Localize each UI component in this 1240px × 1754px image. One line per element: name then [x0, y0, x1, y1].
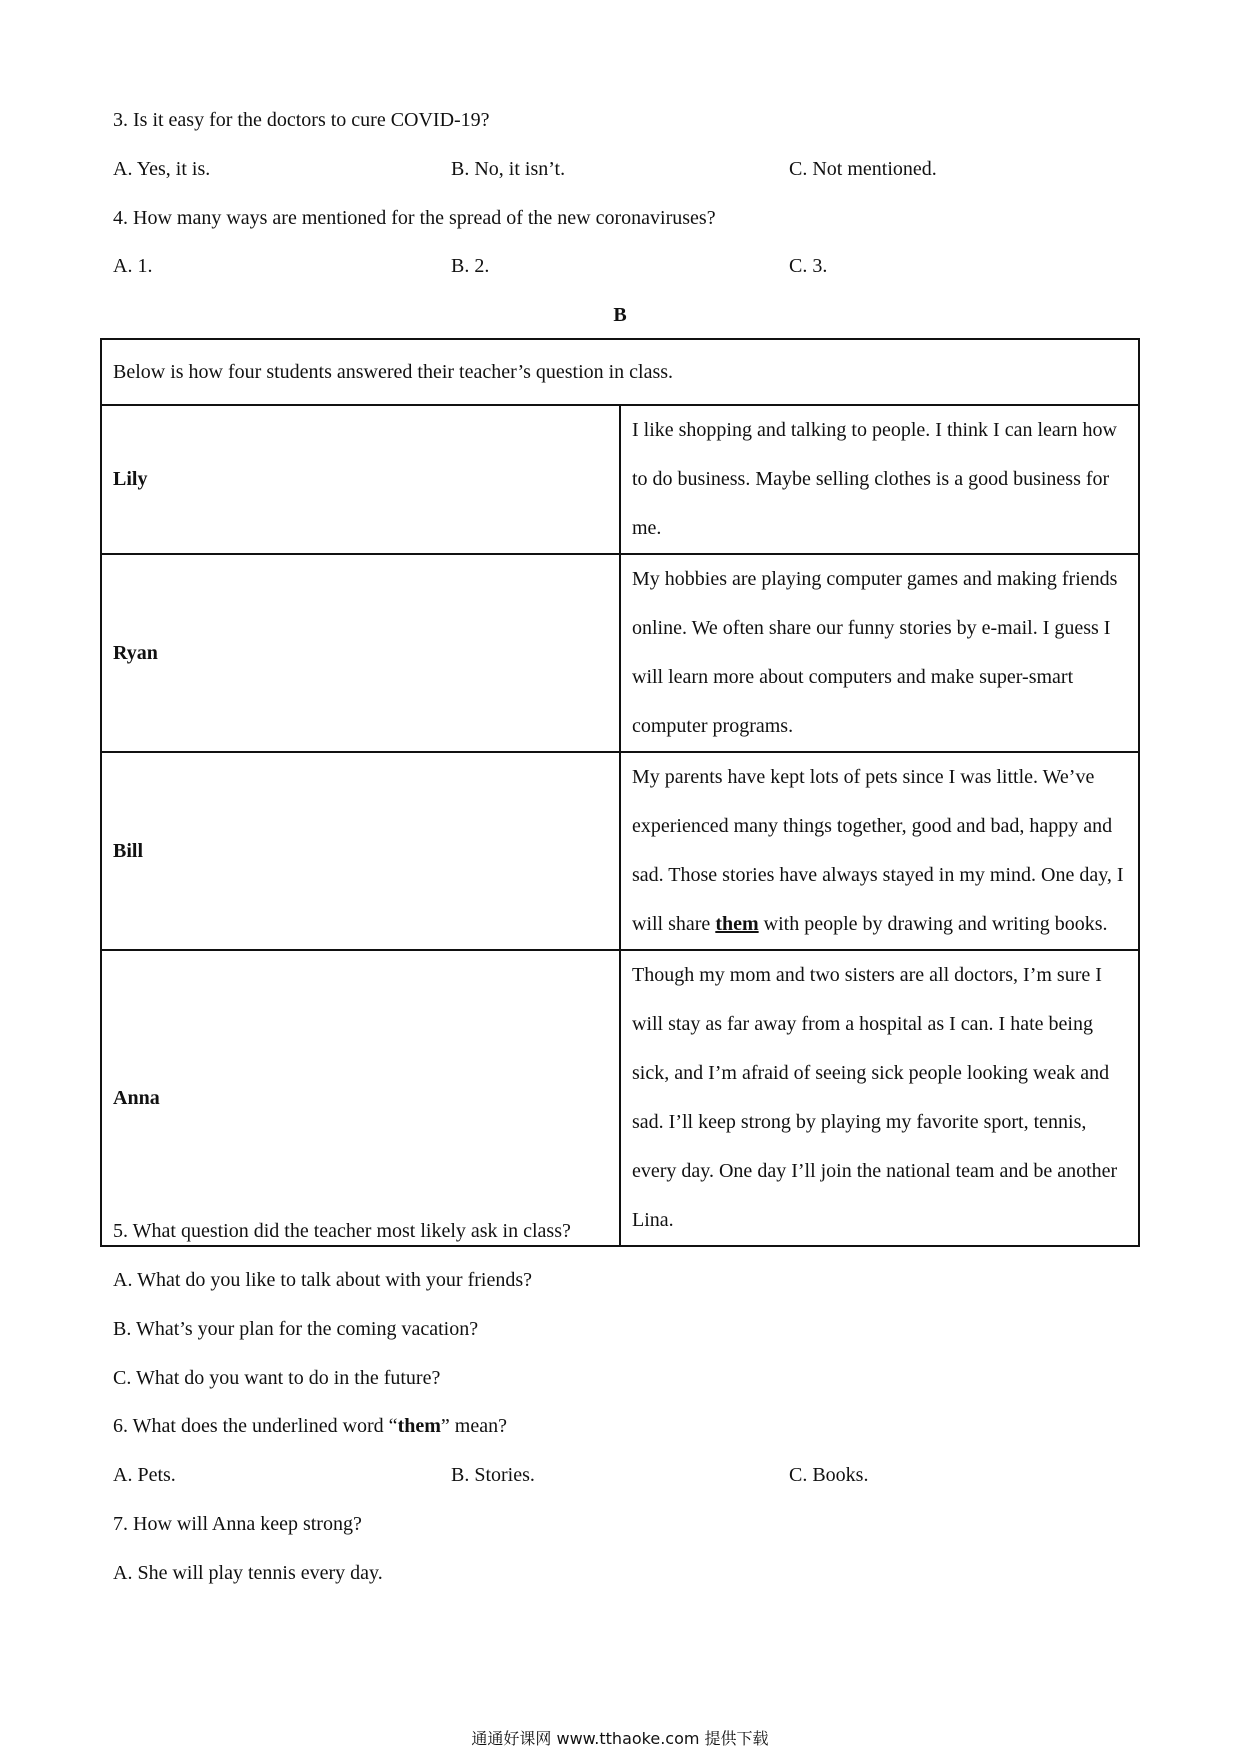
question-5: 5. What question did the teacher most likely ask in class? [113, 1220, 571, 1242]
answer-text-after: with people by drawing and writing books. [758, 913, 1108, 935]
q6-option-c: C. Books. [789, 1464, 869, 1486]
q7-option-a: A. She will play tennis every day. [113, 1562, 383, 1584]
table-row [101, 950, 1139, 1246]
q4-option-a: A. 1. [113, 255, 153, 277]
q3-option-a: A. Yes, it is. [113, 158, 211, 180]
underlined-word: them [715, 913, 759, 935]
question-4: 4. How many ways are mentioned for the spread of the new coronaviruses? [113, 207, 716, 229]
question-6 [113, 1414, 507, 1438]
section-label: B [613, 304, 627, 326]
student-name: Ryan [101, 554, 620, 752]
answer-text-before: My parents have kept lots of pets since I was little. We’ve experienced many things together, good and bad, happy and sad. Those stories have always stayed in my mind. One day, I will share [632, 766, 1124, 935]
q4-option-b: B. 2. [451, 255, 490, 277]
q3-option-c: C. Not mentioned. [789, 158, 937, 180]
answers-table [100, 338, 1140, 1247]
q6-option-a: A. Pets. [113, 1464, 176, 1486]
student-answer: Though my mom and two sisters are all doctors, I’m sure I will stay as far away from a hospital as I can. I hate being sick, and I’m afraid of seeing sick people looking weak and sad. I’ll keep strong by playing my favorite sport, tennis, every day. One day I’ll join the national team and be another Lina. [620, 950, 1139, 1246]
q6-option-b: B. Stories. [451, 1464, 535, 1486]
q5-option-b: B. What’s your plan for the coming vacation? [113, 1318, 479, 1340]
table-row [101, 554, 1139, 752]
student-answer: My hobbies are playing computer games and making friends online. We often share our funny stories by e-mail. I guess I will learn more about computers and make super-smart computer programs. [620, 554, 1139, 752]
table-row [101, 405, 1139, 554]
student-name: Bill [101, 752, 620, 950]
student-name: Anna [101, 950, 620, 1246]
question-3: 3. Is it easy for the doctors to cure COVID-19? [113, 109, 490, 131]
table-row [101, 752, 1139, 950]
q6-text-before: 6. What does the underlined word “ [113, 1415, 398, 1437]
q6-bold-word: them [397, 1415, 441, 1437]
q4-option-c: C. 3. [789, 255, 828, 277]
q5-option-c: C. What do you want to do in the future? [113, 1367, 441, 1389]
student-answer: I like shopping and talking to people. I think I can learn how to do business. Maybe selling clothes is a good business for me. [620, 405, 1139, 554]
q3-option-b: B. No, it isn’t. [451, 158, 566, 180]
page-footer: 通通好课网 www.tthaoke.com 提供下载 [471, 1729, 769, 1748]
student-name: Lily [101, 405, 620, 554]
q5-option-a: A. What do you like to talk about with your friends? [113, 1269, 532, 1291]
table-intro-row [101, 339, 1139, 405]
table-intro: Below is how four students answered their teacher’s question in class. [101, 339, 1139, 405]
student-answer [620, 752, 1139, 950]
q6-text-after: ” mean? [440, 1415, 507, 1437]
question-7: 7. How will Anna keep strong? [113, 1513, 362, 1535]
